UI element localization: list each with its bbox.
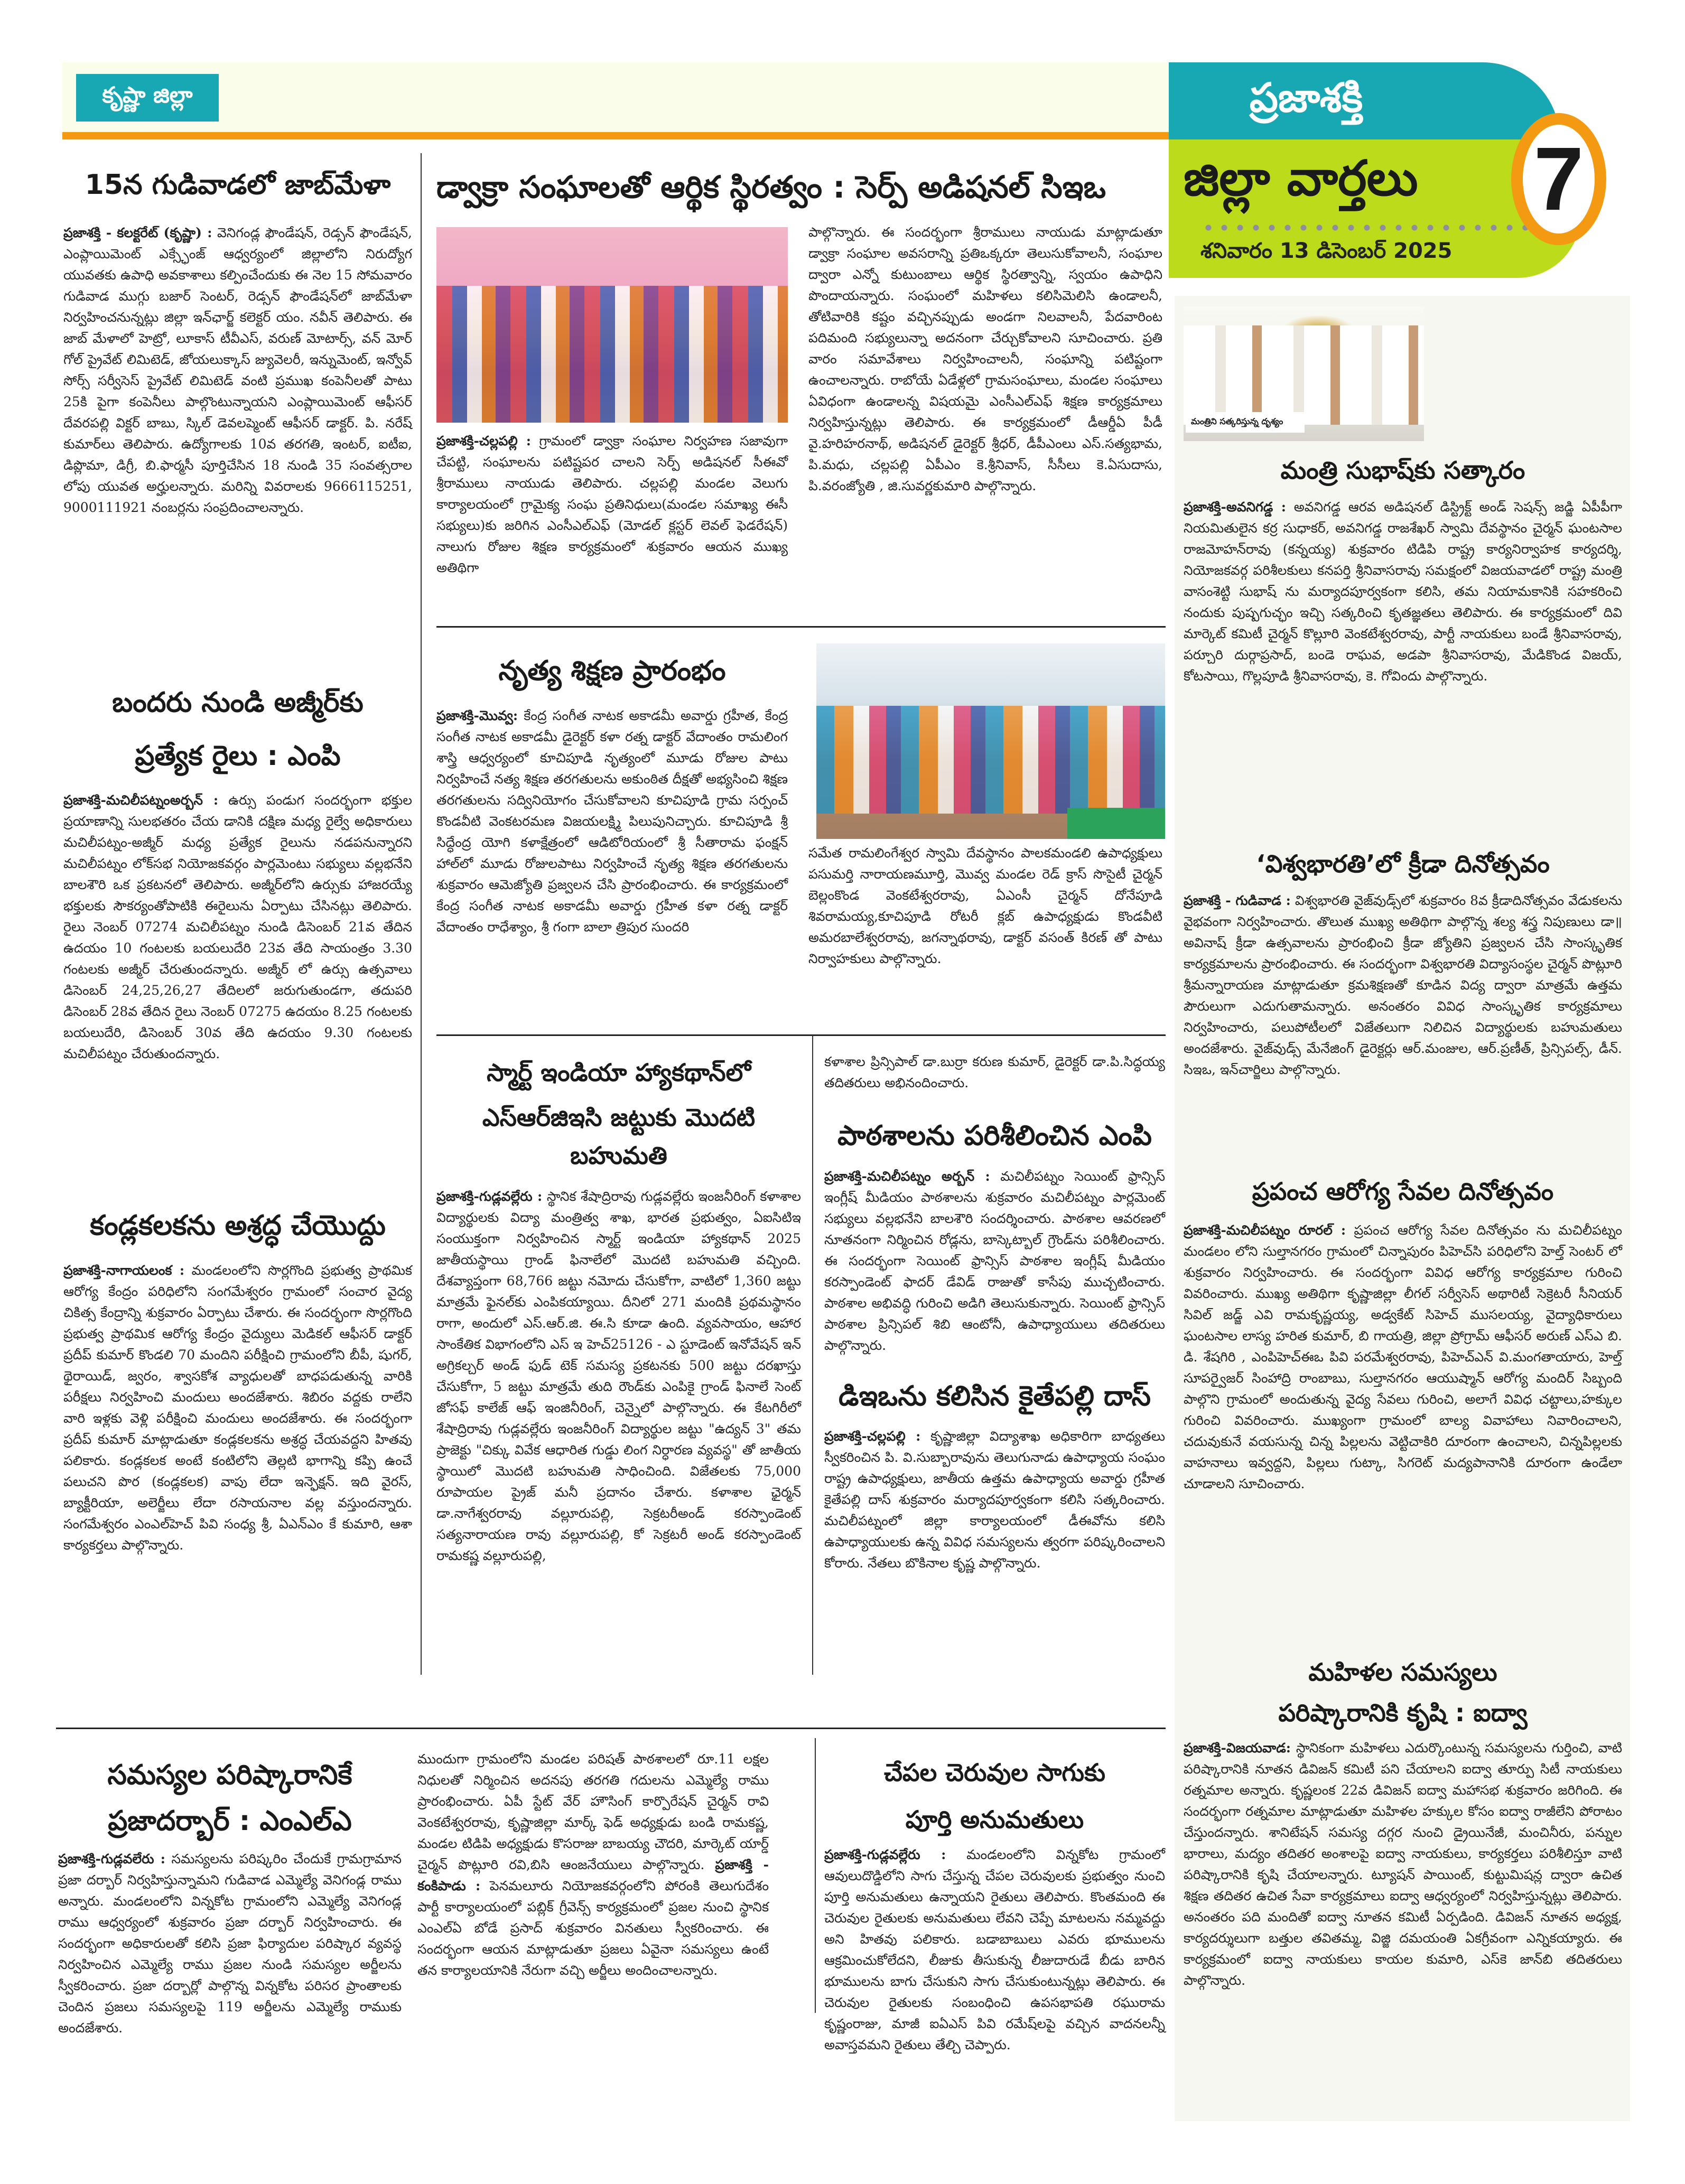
- dateline: ప్రజాశక్తి-గుడ్లవలేరు :: [58, 1851, 166, 1867]
- article-body: [436, 431, 788, 578]
- brand-banner: [1169, 62, 1560, 139]
- article-dance-training: [436, 650, 788, 938]
- article-body-continued: [808, 222, 1162, 497]
- column-rule: [815, 1738, 816, 2013]
- article-job-mela: [63, 164, 412, 518]
- body-text: ప్రపంచ ఆరోగ్య సేవల దినోత్సవం ను మచిలీపట్నం మండలం లోని సుల్తానగరం గ్రామంలో చిన్నాపురం పిహెచ్‌సి పరిధిలోని హెల్త్ సెంటర్ లో శుక్రవారం నిర్వహించారు. ఈ సందర్భంగా వివిధ ఆరోగ్య కార్యక్రమాల గురించి వివరించారు. ముఖ్య అతిథిగా కృష్ణాజిల్లా లీగల్ సర్వీసెస్ అథారిటీ సెక్రెటరీ సీనియర్ సివిల్ జడ్జ్ ఎవి రామకృష్ణయ్య, అడ్వకేట్ సిహెచ్ ముసలయ్య, వైద్యాధికారులు ఘంటసాల లాస్య హరిత కుమార్, బి గాయత్రి, జిల్లా ప్రోగ్రామ్ ఆఫీసర్ అరుణ్ ఎస్‌ఎ బి. డి. శేషగిరి , ఎంపిహెచ్ఈఒ పివి పరమేశ్వరరావు, పిహెచ్ఎన్ వి.మంగతాయారు, హెల్త్ సూపర్వైజర్ సింహాద్రి రాంబాబు, సుల్తానగరం ఆయుష్మాన్ ఆరోగ్య మందిర్ సిబ్బంది పాల్గొని గ్రామంలో అందుతున్న వైద్య సేవలు గురించి, అలాగే వివిధ చట్టాలు,హక్కుల గురించి వివరించారు. ముఖ్యంగా గ్రామంలో బాల్య వివాహాలు నివారించాలని, చదువుకునే వయసున్న చిన్న పిల్లలను వెట్టిచాకిరి దూరంగా ఉంచాలని, చిన్నపిల్లలకు వాహనాలు ఇవ్వద్దని, పిల్లలు గుట్కా, సిగరెట్ మద్యపానానికి దూరంగా ఉండేలా చూడాలని సూచించారు.: [1184, 1222, 1623, 1492]
- body-text: మండలంలోని సొర్లగొంది ప్రభుత్వ ప్రాథమిక ఆరోగ్య కేంద్రం పరిధిలోని సంగమేశ్వరం గ్రామంలో సంచార వైద్య చికిత్స కేంద్రాన్ని శుక్రవారం ఏర్పాటు చేశారు. ఈ సందర్భంగా సొర్లగొంది ప్రభుత్వ ప్రాథమిక ఆరోగ్య కేంద్రం వైద్యులు మెడికల్ ఆఫీసర్ డాక్టర్ ప్రదీప్ కుమార్ కొండలి 70 మందిని పరీక్షించి గ్రామంలోని బీపీ, షుగర్, థైరాయిడ్, జ్వరం, శ్వాసకోశ వ్యాధులతో బాధపడుతున్న వారికి పరీక్షలు నిర్వహించి మందులు అందజేశారు. శిబిరం వద్దకు రాలేని వారి ఇళ్లకు వెళ్లి పరీక్షించి మందులు అందజేశారు. ఈ సందర్భంగా ప్రదీప్ కుమార్ మాట్లాడుతూ కండ్లకలకను అశ్రద్ధ చేయవద్దని హితవు పలికారు. కండ్లకలక అంటే కంటిలోని తెల్లటి భాగాన్ని కప్పి ఉంచే పలుచని పొర (కండ్లకలక) వాపు లేదా ఇన్ఫెక్షన్. ఇది వైరస్, బ్యాక్టీరియా, అలెర్జీలు లేదా రసాయనాల వల్ల వస్తుందన్నారు. సంగమేశ్వరం ఎంఎల్‌హెచ్ పివి సంధ్య శ్రీ, ఏఎన్ఎం కే కుమారి, ఆశా కార్యకర్తలు పాల్గొన్నారు.: [63, 1262, 412, 1553]
- district-tag: కృష్ణా జిల్లా: [76, 74, 219, 122]
- article-body: [824, 1844, 1165, 2056]
- page-number-badge: 7: [1511, 113, 1606, 245]
- article-body: [1184, 1738, 1622, 1991]
- body-text: పాల్గొన్నారు. ఈ సందర్భంగా శ్రీరాములు నాయుడు మాట్లాడుతూ డ్వాక్రా సంఘాల అవసరాన్ని ప్రతిఒక్కరూ తెలుసుకోవాలనీ, సంఘాల ద్వారా ఎన్నో కుటుంబాలు ఆర్థిక స్థిరత్వాన్ని, స్వయం ఉపాధిని పొందాయన్నారు. సంఘంలో మహిళలు కలిసిమెలిసి ఉండాలనీ, తోటివారికి కష్టం వచ్చినప్పుడు అండగా నిలవాలనీ, పేదవారింట పదిమంది సభ్యులున్నా అదనంగా చేర్చుకోవాలని సూచించారు. ప్రతి వారం సమావేశాలు నిర్వహించాలనీ, సంఘాన్ని పటిష్టంగా ఉంచాలన్నారు. రాబోయే ఏడేళ్లలో గ్రామసంఘాలు, మండల సంఘాలు ఏవిధంగా ఉండాలన్న విషయమై ఎంసీఎల్ఎఫ్ శిక్షణ కార్యక్రమాలు నిర్వహిస్తున్నట్లు తెలిపారు. ఈ కార్యక్రమంలో డీఆర్డీఏ పీడీ వై.హరిహరనాథ్, అడిషనల్ డైరెక్టర్ శ్రీధర్, డీపీఎంలు ఎస్.సత్యభామ, పి.మధు, చల్లపల్లి ఏపీఎం కె.శ్రీనివాస్, సీసీలు కె.ఏసుదాసు, పి.వరంజ్యోతి , జి.సువర్ణకుమారి పాల్గొన్నారు.: [808, 225, 1162, 493]
- body-text: ముందుగా గ్రామంలోని మండల పరిషత్ పాఠశాలలో రూ.11 లక్షల నిధులతో నిర్మించిన అదనపు తరగతి గదులను ఎమ్మెల్యే రాము ప్రారంభించారు. ఏపీ స్టేట్ వేర్ హౌసింగ్ కార్పొరేషన్ చైర్మన్ రావి వెంకటేశ్వరరావు, కృష్ణాజిల్లా మార్క్ ఫెడ్ అధ్యక్షుడు బండి రామకష్ణ, మండల టిడిపి అధ్యక్షుడు కొసరాజు బాబయ్య చౌదరి, మార్కెట్ యార్డ్ చైర్మన్ పొట్లూరి రవి,బిసి ఆంజనేయులు పాల్గొన్నారు.: [417, 1751, 769, 1872]
- article-dwcra: [436, 164, 1166, 211]
- headline: పాఠశాలను పరిశీలించిన ఎంపి: [837, 1120, 1152, 1152]
- headline: డిఇఒను కలిసిన కైతేపల్లి దాస్: [838, 1380, 1151, 1412]
- issue-date: శనివారం 13 డిసెంబర్ 2025: [1200, 239, 1453, 263]
- headline: పూర్తి అనుమతులు: [905, 1805, 1084, 1834]
- article-aidwa: [1184, 1654, 1622, 1991]
- article-praja-darbar: [58, 1754, 402, 2039]
- photo-caption: మంత్రిని సత్కరిస్తున్న దృశ్యం: [1186, 412, 1305, 433]
- article-body-continued: [417, 1749, 769, 1981]
- body-text: ఉర్సు పండుగ సందర్భంగా భక్తుల ప్రయాణాన్ని సులభతరం చేయ డానికి దక్షిణ మధ్య రైల్వే అధికారులు మచిలీపట్నం-అజ్మీర్ మధ్య ప్రత్యేక రైలును నడపనున్నారని మచిలీపట్నం లోక్‌సభ నియోజకవర్గం పార్లమెంటు సభ్యులు వల్లభనేని బాలశౌరి ఒక ప్రకటనలో తెలిపారు. అజ్మీర్‌లోని ఉర్సుకు హాజరయ్యే భక్తులకు సౌకర్యంతోపాటికి ఈరైలును ఏర్పాటు చేసినట్లు తెలిపారు. రైలు నెంబర్ 07274 మచిలీపట్నం నుండి డిసెంబర్ 21వ తేదిన ఉదయం 10 గంటలకు బయలుదేరి 23వ తేది సాయంత్రం 3.30 గంటలకు అజ్మీర్ చేరుతుందన్నారు. అజ్మీర్ లో ఉర్సు ఉత్సవాలు డిసెంబర్ 24,25,26,27 తేదిలలో జరుగుతుండగా, తదుపరి డిసెంబర్ 28వ తేదిన రైలు నెంబర్ 07275 ఉదయం 8.25 గంటలకు బయలుదేరి, డిసెంబర్ 30వ తేది ఉదయం 9.30 గంటలకు మచిలీపట్నం చేరుతుందన్నారు.: [63, 792, 412, 1062]
- article-ajmer-train: [63, 682, 412, 1065]
- section-rule: [436, 626, 1166, 628]
- masthead-bar: [62, 62, 1171, 141]
- dateline: ప్రజాశక్తి-మొవ్వ:: [436, 707, 518, 723]
- article-sports-day: [1184, 845, 1622, 1080]
- headline: నృత్య శిక్షణ ప్రారంభం: [498, 655, 726, 687]
- article-body: [63, 790, 412, 1065]
- headline: స్మార్ట్ ఇండియా హ్యాకథాన్‌లో: [487, 1058, 751, 1087]
- headline: ప్రత్యేక రైలు : ఎంపి: [135, 740, 341, 772]
- column-rule: [812, 1035, 813, 1675]
- article-body-continued: [808, 843, 1162, 969]
- article-school-mp: [824, 1051, 1165, 1574]
- dateline: ప్రజాశక్తి-మచిలీపట్నంఅర్బన్ :: [63, 792, 219, 808]
- headline: డ్వాక్రా సంఘాలతో ఆర్థిక స్థిరత్వం : సెర్ప్ అడిషనల్ సిఇఒ: [436, 169, 1106, 205]
- article-body: [1184, 890, 1622, 1080]
- headline: సమస్యల పరిష్కారానికే: [107, 1759, 352, 1791]
- section-rule: [56, 1728, 1166, 1729]
- article-body: [1184, 497, 1622, 687]
- dateline: ప్రజాశక్తి - కంకిపాడు :: [417, 1857, 769, 1893]
- article-body: [824, 1166, 1165, 1356]
- article-health-day: [1184, 1173, 1622, 1495]
- article-eye-flu: [63, 1205, 412, 1556]
- article-fish-ponds: [824, 1754, 1165, 2056]
- dateline: ప్రజాశక్తి-మచిలీపట్నం అర్బన్ :: [824, 1168, 990, 1184]
- dateline: ప్రజాశక్తి-గుడ్లవల్లేరు :: [824, 1846, 946, 1862]
- article-body: [58, 1849, 402, 2039]
- headline: చేపల చెరువుల సాగుకు: [883, 1758, 1106, 1787]
- article-hackathon: [436, 1054, 801, 1566]
- dateline: ప్రజాశక్తి-అవనిగడ్డ :: [1184, 499, 1286, 515]
- group-photo-dwcra: [436, 227, 788, 423]
- article-body: [63, 222, 412, 518]
- headline: కండ్లకలకను అశ్రద్ధ చేయొద్దు: [90, 1210, 386, 1242]
- article-minister: [1184, 452, 1622, 687]
- article-body: [436, 705, 788, 938]
- dateline: ప్రజాశక్తి-చల్లపల్లి :: [824, 1429, 921, 1444]
- headline: ప్రపంచ ఆరోగ్య సేవల దినోత్సవం: [1252, 1177, 1554, 1206]
- section-title: జిల్లా వార్తలు: [1184, 150, 1418, 207]
- body-text: విశ్వభారతి వైజ్‌వుడ్స్‌లో శుక్రవారం 8వ క్రీడాదినోత్సవం వేడుకలను వైభవంగా నిర్వహించారు. తొలుత ముఖ్య అతిథిగా పాల్గొన్న శల్య శస్త్ర నిపుణులు డా॥ అవినాష్ క్రీడా ఉత్సవాలను ప్రారంభించి క్రీడా జ్యోతిని ప్రజ్వలన చేసి సాంస్కృతిక కార్యక్రమాలను ప్రారంభించారు. ఈ సందర్భంగా విశ్వభారతి విద్యాసంస్థల చైర్మన్ పొట్లూరి శ్రీమన్నారాయణ మాట్లాడుతూ క్రమశిక్షణతో కూడిన విద్య ద్వారా మాత్రమే ఉత్తమ పౌరులుగా ఎదుగుతామన్నారు. అనంతరం వివిధ సాంస్కృతిక కార్యక్రమాలు నిర్వహించారు, పలుపోటీలలో విజేతలుగా నిలిచిన విద్యార్థులకు బహుమతులు అందజేశారు. వైజ్‌వుడ్స్ మేనేజింగ్ డైరెక్టర్లు ఆర్.మంజుల, ఆర్.ప్రణీత్, ప్రిన్సిపల్స్, డీన్. సిఇఒ, ఇన్‌చార్జిలు పాల్గొన్నారు.: [1184, 893, 1622, 1078]
- body-text: అవనిగడ్డ ఆరవ అడిషనల్ డిస్ట్రిక్ట్ అండ్ సెషన్స్ జడ్జి ఏపీపీగా నియమితులైన కర్ర సుధాకర్, అవనిగడ్డ రాజశేఖర్ స్వామి దేవస్థానం చైర్మన్ ఘంటసాల రాజమోహన్‌రావు (కన్నయ్య) శుక్రవారం టిడిపి రాష్ట్ర కార్యనిర్వాహక కార్యదర్శి, నియోజకవర్గ పరిశీలకులు కనపర్తి శ్రీనివాసరావు సమక్షంలో విజయవాడలో రాష్ట్ర మంత్రి వాసంశెట్టి సుభాష్ ను మర్యాదపూర్వకంగా కలిసి, తమ నియామకానికి సహకరించి నందుకు పుష్పగుచ్ఛం ఇచ్చి సత్కరించి కృతజ్ఞతలు తెలిపారు. ఈ కార్యక్రమంలో దివి మార్కెట్ కమిటీ చైర్మన్ కొల్లూరి వెంకటేశ్వరరావు, పార్టీ నాయకులు బండే శ్రీనివాసరావు, పర్చూరి దుర్గాప్రసాద్, బండె రాఘవ, అడపా శ్రీనివాసరావు, మేడికొండ విజయ్, కోటసాయి, గొల్లపూడి శ్రీనివాసరావు, కె. గోవిందు పాల్గొన్నారు.: [1184, 499, 1622, 684]
- column-rule: [421, 153, 422, 1675]
- body-text: స్థానికంగా మహిళలు ఎదుర్కొంటున్న సమస్యలను గుర్తించి, వాటి పరిష్కారానికి నూతన డివిజన్ కమిటీ పని చేయాలని ఐద్వా తూర్పు సిటీ నాయకులు రత్నమాల అన్నారు. కృష్ణలంక 22వ డివిజన్ ఐద్వా మహాసభ శుక్రవారం జరిగింది. ఈ సందర్భంగా రత్నమాల మాట్లాడుతూ మహిళల హక్కుల కోసం ఐద్వా రాజీలేని పోరాటం చేస్తుందన్నారు. శానిటేషన్ సమస్య దగ్గర నుంచి డ్రైయినేజీ, మంచినీరు, పన్నుల భారాలు, మద్యం తదితర అంశాలపై ఐద్వా నాయకులు, కార్యకర్తలు పరిశీలిస్తూ వాటి పరిష్కారానికి కృషి చేయాలన్నారు. ట్యూషన్ పాయింట్, కుట్టుమిషన్ల ద్వారా ఉచిత శిక్షణ తదితర ఉచిత సేవా కార్యక్రమాలు ఐద్వా ఆధ్వర్యంలో నిర్వహిస్తున్నట్లు తెలిపారు. అనంతరం పది మందితో ఐద్వా నూతన కమిటీ ఏర్పడింది. డివిజన్ నూతన అధ్యక్ష, కార్యదర్శులుగా బత్తుల తవితమ్మ, విజ్జి దమయంతి ఏకగ్రీవంగా ఎన్నికయ్యారు. ఈ కార్యక్రమంలో ఐద్వా నాయకులు కాయల కుమారి, ఎస్‌కె జాన్‌బి తదితరులు పాల్గొన్నారు.: [1184, 1740, 1622, 1988]
- dateline: ప్రజాశక్తి - గుడివాడ :: [1184, 893, 1291, 909]
- article-body: [1184, 1220, 1622, 1495]
- body-text: సమేత రామలింగేశ్వర స్వామి దేవస్థానం పాలకమండలి ఉపాధ్యక్షులు పసుమర్తి నారాయణమూర్తి, మొవ్వ మండల రెడ్ క్రాస్ సొసైటీ చైర్మన్ బెల్లంకొండ వెంకటేశ్వరరావు, ఏఎంసీ చైర్మన్ దోనేపూడి శివరామయ్య,కూచిపూడి రోటరీ క్లబ్ ఉపాధ్యక్షుడు కొండవీటి అమరబాలేశ్వరరావు, జగన్నాథరావు, డాక్టర్ వసంత్ కిరణ్ తో పాటు నిర్వాహకులు పాల్గొన్నారు.: [808, 845, 1162, 966]
- brand-name: ప్రజాశక్తి: [1249, 74, 1363, 121]
- dateline: ప్రజాశక్తి-నాగాయలంక :: [63, 1262, 185, 1278]
- headline: మంత్రి సుభాష్‌కు సత్కారం: [1280, 456, 1525, 484]
- headline: పరిష్కారానికి కృషి : ఐద్వా: [1278, 1698, 1528, 1728]
- dateline: ప్రజాశక్తి-చల్లపల్లి :: [436, 433, 531, 449]
- body-text: మచిలీపట్నం సెయింట్ ఫ్రాన్సిస్ ఇంగ్లీష్ మీడియం పాఠశాలను శుక్రవారం మచిలీపట్నం పార్లమెంట్ సభ్యులు వల్లభనేని బాలశౌరి సందర్శించారు. పాఠశాల ఆవరణలో నూతనంగా నిర్మించిన రోడ్లను, బాస్కెట్బాల్ గ్రౌండ్‌ను పరిశీలించారు. ఈ సందర్భంగా సెయింట్ ఫ్రాన్సిస్ పాఠశాల ఇంగ్లీష్ మీడియం కరస్పాండెంట్ ఫాదర్ డేవిడ్ రాజుతో కాసేపు ముచ్చటించారు. పాఠశాల అభివద్ధి గురించి అడిగి తెలుసుకున్నారు. సెయింట్ ఫ్రాన్సిస్ పాఠశాల ప్రిన్సిపల్ శిబి ఆంటోనీ, ఉపాధ్యాయులు తదితరులు పాల్గొన్నారు.: [824, 1168, 1166, 1353]
- body-text: కృష్ణాజిల్లా విద్యాశాఖ అధికారిగా బాధ్యతలు స్వీకరించిన పి. వి.సుబ్బారావును తెలుగునాడు ఉపాధ్యాయ సంఘం రాష్ట్ర ఉపాధ్యక్షులు, జాతీయ ఉత్తమ ఉపాధ్యాయ అవార్డు గ్రహీత కైతేపల్లి దాస్ శుక్రవారం మర్యాదపూర్వకంగా కలిసి సత్కరించారు. మచిలీపట్నంలో జిల్లా కార్యాలయంలో డీఈవోను కలిసి ఉపాధ్యాయులకు ఉన్న వివిధ సమస్యలను త్వరగా పరిష్కరించాలని కోరారు. నేతలు బొకినాల కృష్ణ పాల్గొన్నారు.: [824, 1429, 1165, 1571]
- dateline: ప్రజాశక్తి-గుడ్లవల్లేరు :: [436, 1188, 543, 1204]
- masthead-divider: [62, 132, 1171, 139]
- body-text: గ్రామంలో డ్వాక్రా సంఘాల నిర్వహణ సజావుగా చేపట్టి, సంఘాలను పటిష్టపర చాలని సెర్ప్ అడిషనల్ సీఈవో శ్రీరాములు నాయుడు తెలిపారు. చల్లపల్లి మండల వెలుగు కార్యాలయంలో గ్రామైక్య సంఘ ప్రతినిధులు(మండల సమాఖ్య ఈసీ సభ్యులు)కు జరిగిన ఎంసీఎల్ఎఫ్ (మోడల్ క్లస్టర్ లెవల్ ఫెడరేషన్) నాలుగు రోజుల శిక్షణ కార్యక్రమంలో శుక్రవారం ఆయన ముఖ్య అతిథిగా: [436, 433, 788, 575]
- headline: ఎస్ఆర్‌జిఇసి జట్టుకు మొదటి బహుమతి: [482, 1103, 756, 1170]
- headline: మహిళల సమస్యలు: [1308, 1658, 1497, 1686]
- headline: 15న గుడివాడలో జాబ్‌మేళా: [85, 169, 391, 201]
- headline: ‘విశ్వభారతి’లో క్రీడా దినోత్సవం: [1256, 850, 1550, 878]
- dateline: ప్రజాశక్తి - కలక్టరేట్ (కృష్ణా) :: [63, 225, 212, 240]
- article-body: [436, 1186, 801, 1566]
- section-rule: [436, 1034, 1166, 1036]
- dotted-divider: [1200, 224, 1533, 231]
- headline: ప్రజాదర్బార్ : ఎంఎల్‌ఎ: [108, 1805, 352, 1837]
- body-text: కేంద్ర సంగీత నాటక అకాడమీ అవార్డు గ్రహీత, కేంద్ర సంగీత నాటక అకాడమీ డైరెక్టర్ కళా రత్న డాక్టర్ వేదాంతం రామలింగ శాస్త్రి ఆధ్వర్యంలో కూచిపూడి నృత్యంలో మూడు రోజుల పాటు నిర్వహించే నత్య శిక్షణ తరగతులను అకుంఠిత దీక్షతో అభ్యసించి శిక్షణ తరగతులను సద్వినియోగం చేసుకోవాలని కూచిపూడి గ్రామ సర్పంచ్ కొండవీటి వెంకటరమణ విజయలక్ష్మి పిలుపునిచ్చారు. కూచిపూడి శ్రీ సిద్ధేంద్ర యోగి కళాక్షేత్రంలో ఆడిటోరియంలో శ్రీ సీతారామ ఫంక్షన్ హాల్‌లో మూడు రోజులపాటు నిర్వహించే నృత్య శిక్షణ తరగతులను శుక్రవారం ఆమెజ్యోతి ప్రజ్వలన చేసి ప్రారంభించారు. ఈ కార్యక్రమంలో కేంద్ర సంగీత నాటక అకాడమీ అవార్డు గ్రహీత కళా రత్న డాక్టర్ వేదాంతం రాధేశ్యాం, శ్రీ గంగా బాలా త్రిపుర సుందరి: [436, 707, 788, 935]
- dateline: ప్రజాశక్తి-విజయవాడ:: [1184, 1740, 1291, 1756]
- body-text: మండలంలోని విన్నకోట గ్రామంలో ఆవులుదొడ్డిలోని సాగు చేస్తున్న చేపల చెరువులకు ప్రభుత్వం నుంచి పూర్తి అనుమతులు ఉన్నాయని రైతులు తెలిపారు. కొంతమంది ఈ చెరువుల రైతులకు అనుమతులు లేవని చెప్పే మాటలను నమ్మవద్దు అని హితవు పలికారు. బడాబాబులు ఎవరు భూములను ఆక్రమించుకోలేదని, లీజుకు తీసుకున్న లీజుదారుడే బీడు బారిన భూములను బాగు చేసుకుని సాగు చేసుకుంటున్నట్లు తెలిపారు. ఈ చెరువుల రైతులకు సంబంధించి ఉపసభాపతి రఘురామ కృష్ణంరాజు, మాజీ ఐఏఎస్ పివి రమేష్‌లపై వచ్చిన వాదనలన్నీ అవాస్తవమని రైతులు తేల్చి చెప్పారు.: [824, 1846, 1165, 2052]
- article-body: [824, 1426, 1165, 1574]
- dance-class-photo: [816, 643, 1165, 839]
- body-text: సమస్యలను పరిష్కరిం చేందుకే గ్రామగ్రామాన ప్రజా దర్బార్ నిర్వహిస్తున్నామని గుడివాడ ఎమ్మెల్యే వెనిగండ్ల రాము అన్నారు. మండలంలోని విన్నకోట గ్రామంలోని ఎమ్మెల్యే వెనిగండ్ల రాము ఆధ్వర్యంలో శుక్రవారం ప్రజా దర్బార్ నిర్వహించారు. ఈ సందర్భంగా అధికారులతో కలిసి ప్రజా ఫిర్యాదుల పరిష్కార వ్యవస్థ నిర్వహించిన ఎమ్మెల్యే రాము ప్రజల నుండి సమస్యల అర్జీలను స్వీకరించారు. ప్రజా దర్బార్లో పాల్గొన్న విన్నకోట పరిసర ప్రాంతాలకు చెందిన ప్రజలు సమస్యలపై 119 అర్జీలను ఎమ్మెల్యే రాముకు అందజేశారు.: [58, 1851, 402, 2036]
- body-text: వెనిగండ్ల ఫౌండేషన్, రెడ్సన్ ఫౌండేషన్, ఎంప్లాయిమెంట్ ఎక్స్ఛేంజ్ ఆధ్వర్యంలో జిల్లాలోని నిరుద్యోగ యువతకు ఉపాధి అవకాశాలు కల్పించేందుకు ఈ నెల 15 సోమవారం గుడివాడ ముగ్గు బజార్ సెంటర్, రెడ్సన్ ఫౌండేషన్‌లో జాబ్‌మేళా నిర్వహించనున్నట్లు జిల్లా ఇన్‌ఛార్జ్ కలెక్టర్ యం. నవీన్ తెలిపారు. ఈ జాబ్ మేళాలో హెట్రో, లూకాస్ టీవీఎస్, వరుణ్ మోటార్స్, వన్ మోర్ గోల్ ప్రైవేట్ లిమిటెడ్, జోయలుక్కాస్ జ్యువెలరీ, ఇన్నుమెంట్, ఇన్వోవ్ సోర్స్ సర్వీసెస్ ప్రైవేట్ లిమిటెడ్ వంటి ప్రముఖ కంపెనీలతో పాటు 25కి పైగా కంపెనీలు పాల్గొంటున్నాయని ఎంప్లాయిమెంట్ ఆఫీసర్ దేవరపల్లి విక్టర్ బాబు, స్కిల్ డెవలప్మెంట్ ఆఫీసర్ డాక్టర్. పి. నరేష్ కుమార్‌లు తెలిపారు. ఉద్యోగాలకు 10వ తరగతి, ఇంటర్, ఐటీఐ, డిప్లొమా, డిగ్రీ, బి.ఫార్మసీ పూర్తిచేసిన 18 నుండి 35 సంవత్సరాల లోపు యువత అర్హులన్నారు. మరిన్ని వివరాలకు 9666115251, 9000111921 నంబర్లను సంప్రదించాలన్నారు.: [63, 225, 412, 515]
- body-text: స్థానిక శేషాద్రిరావు గుడ్లవల్లేరు ఇంజనీరింగ్ కళాశాల విద్యార్థులకు విద్యా మంత్రిత్వ శాఖ, భారత ప్రభుత్వం, ఏఐసిటిఇ సంయుక్తంగా నిర్వహించిన స్మార్ట్ ఇండియా హ్యాకథాన్ 2025 జాతీయస్థాయి గ్రాండ్ ఫినాలేలో మొదటి బహుమతి వచ్చింది. దేశవ్యాప్తంగా 68,766 జట్టు నమోదు చేసుకోగా, వాటిలో 1,360 జట్టు మాత్రమే ఫైనల్‌కు ఎంపికయ్యాయి. దీనిలో 271 మందికి ప్రథమస్థానం రాగా, అందులో ఎస్.ఆర్.జి. ఈ.సి కూడా ఉంది. వ్యవసాయం, ఆహార సాంకేతిక విభాగంలోని ఎస్ ఇ హెచ్25126 - ఎ స్టూడెంట్ ఇనోవేషన్ ఇన్ అగ్రికల్చర్ అండ్ ఫుడ్ టెక్ సమస్య ప్రకటనకు 500 జట్టు దరఖాస్తు చేసుకోగా, 5 జట్టు మాత్రమే తుది రౌండ్‌కు ఎంపికై గ్రాండ్ ఫినాలే సెంట్ జోసఫ్ కాలేజ్ ఆఫ్ ఇంజినీరింగ్, చెన్నైలో పాల్గొన్నారు. ఈ కేటగిరీలో శేషాద్రిరావు గుడ్లవల్లేరు ఇంజనీరింగ్ విద్యార్థుల జట్టు "ఉద్యన్ 3" తమ ప్రాజెక్టు "చిక్కు వివేక ఆధారిత గుడ్డు లింగ నిర్ధారణ వ్యవస్థ" తో జాతీయ స్థాయిలో మొదటి బహుమతి సాధించింది. విజేతలకు 75,000 రూపాయల ప్రైజ్ మనీ ప్రదానం చేశారు. కళాశాల ఛైర్మన్ డా.నాగేశ్వరరావు వల్లూరుపల్లి, సెక్రటరీఅండ్ కరస్పాండెంట్ సత్యనారాయణ రావు వల్లూరుపల్లి, కో సెక్రటరీ అండ్ కరస్పాండెంట్ రామకష్ణ వల్లూరుపల్లి,: [436, 1188, 801, 1563]
- dateline: ప్రజాశక్తి-మచిలీపట్నం రూరల్ :: [1184, 1222, 1346, 1238]
- article-body: [63, 1260, 412, 1556]
- article-body-continued: కళాశాల ప్రిన్సిపాల్ డా.బుర్రా కరుణ కుమార్, డైరెక్టర్ డా.పి.సిద్ధయ్య తదితరులు అభినందించారు.: [824, 1054, 1165, 1090]
- body-text: పెనమలూరు నియోజకవర్గంలోని పోరంకి తెలుగుదేశం పార్టీ కార్యాలయంలో పబ్లిక్ గ్రీవెన్స్ కార్యక్రమంలో ప్రజల నుంచి స్థానిక ఎంఎల్ఏ బోడే ప్రసాద్ శుక్రవారం వినతులు స్వీకరించారు. ఈ సందర్భంగా ఆయన మాట్లాడుతూ ప్రజలు ఏవైనా సమస్యలు ఉంటే తన కార్యాలయానికి నేరుగా వచ్చి అర్జీలు అందించాలన్నారు.: [417, 1878, 769, 1978]
- headline: బందరు నుండి అజ్మీర్‌కు: [112, 687, 364, 718]
